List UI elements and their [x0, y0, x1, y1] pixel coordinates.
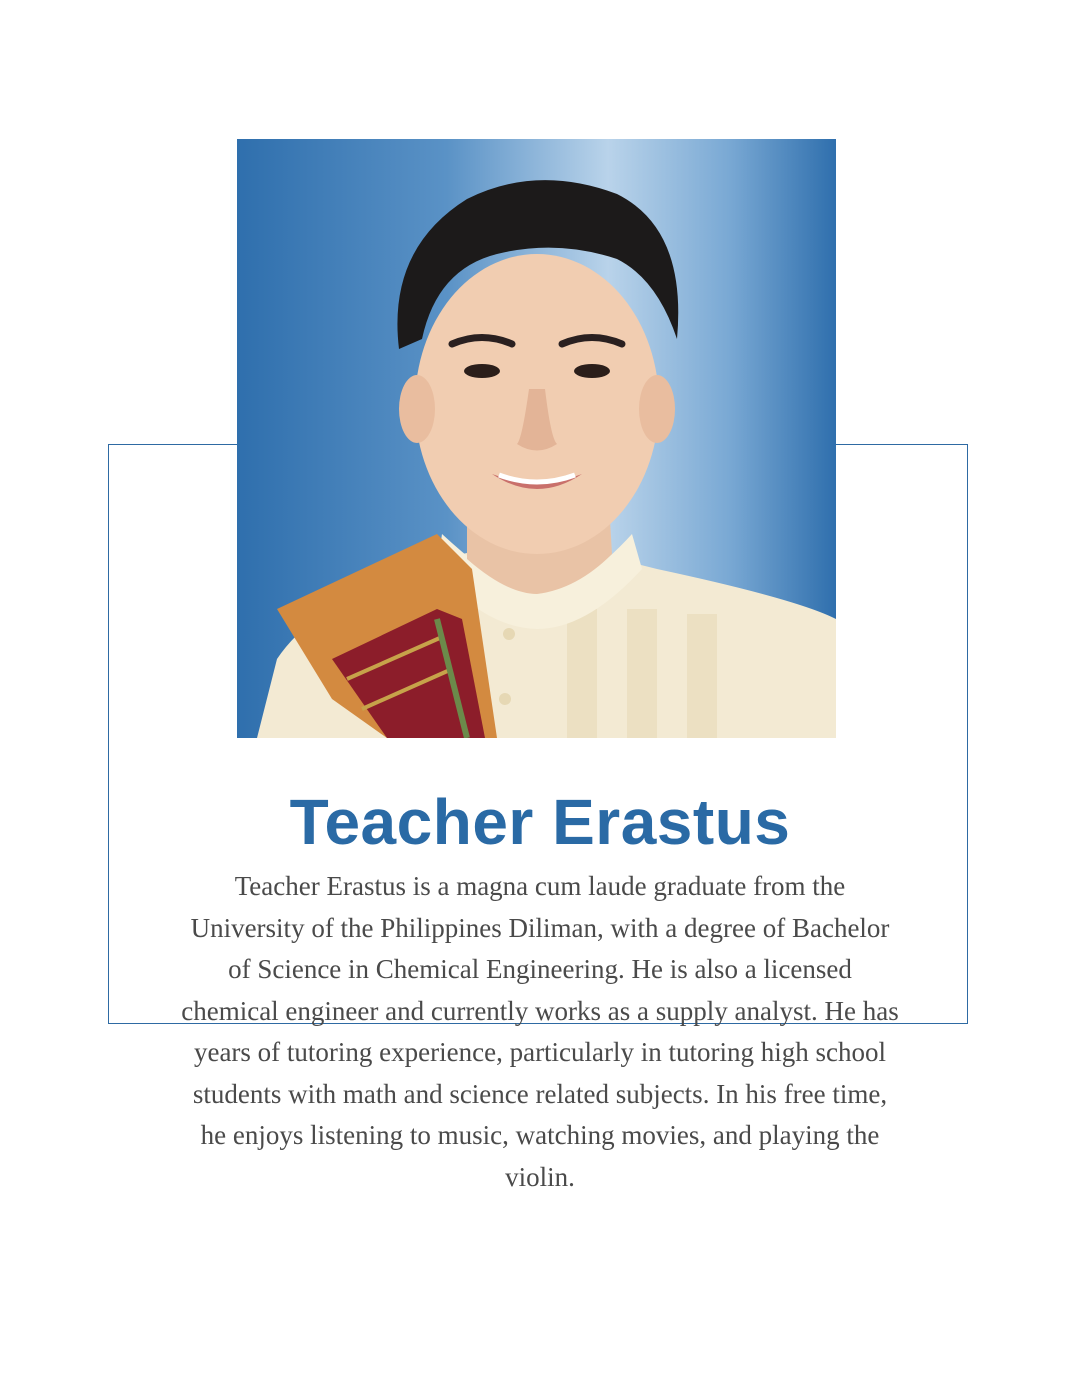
- portrait-illustration: [237, 139, 836, 738]
- teacher-portrait-photo: [237, 139, 836, 738]
- right-ear: [639, 375, 675, 443]
- teacher-name-heading: Teacher Erastus: [289, 786, 791, 858]
- teacher-bio-paragraph: Teacher Erastus is a magna cum laude graduate from the University of the Philippines Diliman, with a degree of Bachelor of Science in Chemical Engineering. He is also a licensed chemical engineer and currently works as a supply analyst. He has years of tutoring experience, particularly in tutoring high school students with math and science related subjects. In his free time, he enjoys listening to music, watching movies, and playing the violin.: [181, 871, 899, 1192]
- embroidery-stripe: [627, 609, 657, 738]
- left-eye: [464, 364, 500, 378]
- embroidery-stripe: [687, 614, 717, 738]
- shirt-button: [503, 628, 515, 640]
- left-ear: [399, 375, 435, 443]
- shirt-button: [499, 693, 511, 705]
- embroidery-stripe: [567, 609, 597, 738]
- right-eye: [574, 364, 610, 378]
